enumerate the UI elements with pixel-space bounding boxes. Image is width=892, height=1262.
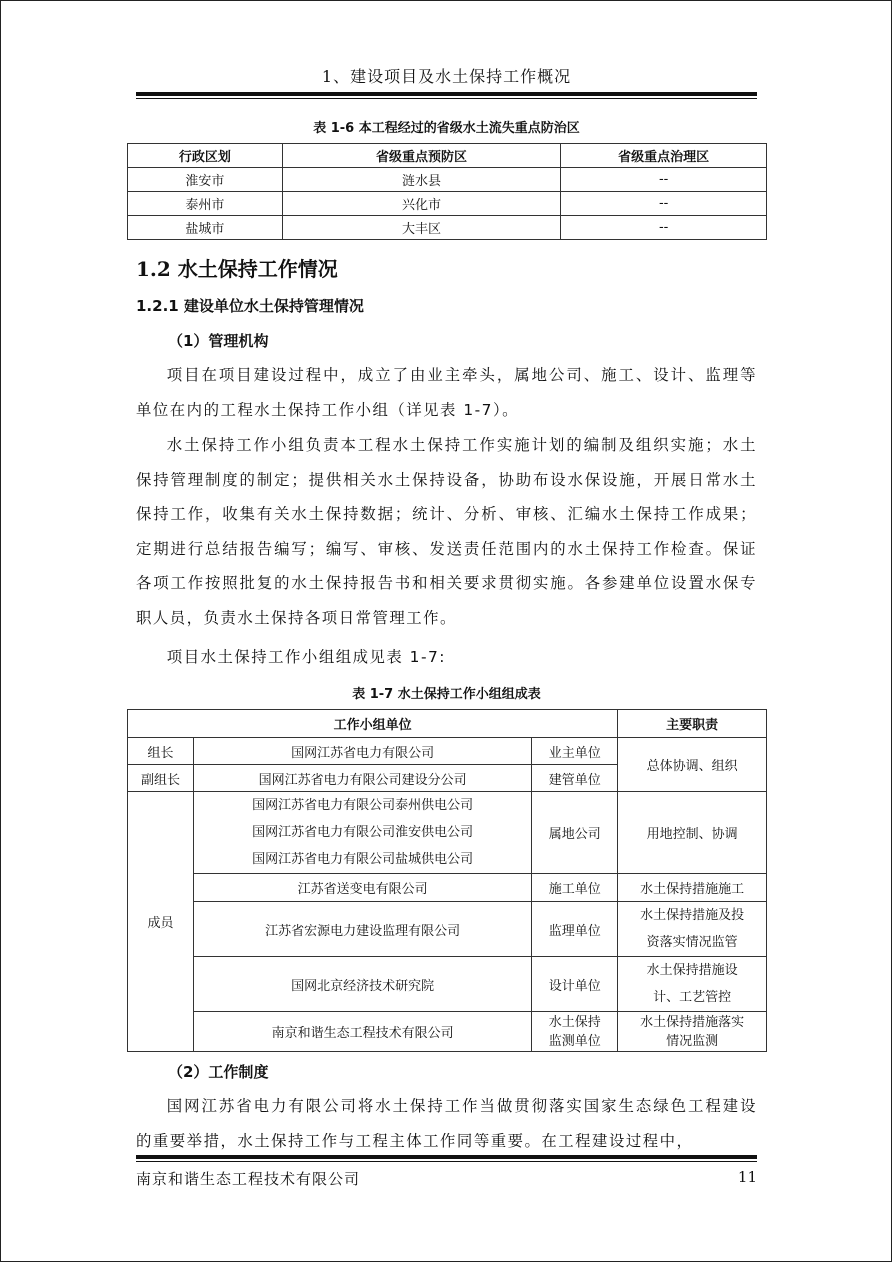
table-1-7 bbox=[127, 709, 767, 1052]
column-header: 省级重点预防区 bbox=[282, 144, 561, 168]
table-cell: 泰州市 bbox=[128, 192, 283, 216]
column-header: 行政区划 bbox=[128, 144, 283, 168]
paragraph: 项目水土保持工作小组组成见表 1-7: bbox=[166, 648, 446, 666]
table-1-7-caption: 表 1-7 水土保持工作小组组成表 bbox=[352, 687, 541, 702]
table-cell: 兴化市 bbox=[282, 192, 561, 216]
section-heading: 1.2 水土保持工作情况 bbox=[136, 257, 338, 281]
org-line: 国网江苏省电力有限公司泰州供电公司 bbox=[252, 798, 474, 813]
table-row bbox=[128, 902, 767, 957]
duty-line: 水土保持措施设 bbox=[646, 963, 738, 978]
table-cell: 淮安市 bbox=[128, 168, 283, 192]
table-cell: -- bbox=[561, 168, 767, 192]
table-row bbox=[128, 168, 767, 192]
table-header-row bbox=[128, 144, 767, 168]
type-cell: 属地公司 bbox=[532, 792, 618, 874]
org-cell: 国网江苏省电力有限公司建设分公司 bbox=[193, 765, 531, 792]
column-header: 工作小组单位 bbox=[128, 710, 618, 738]
duty-line: 计、工艺管控 bbox=[653, 990, 732, 1005]
org-cell: 江苏省送变电有限公司 bbox=[193, 874, 531, 902]
type-cell bbox=[532, 1012, 618, 1052]
org-line: 国网江苏省电力有限公司淮安供电公司 bbox=[252, 825, 474, 840]
role-cell: 副组长 bbox=[128, 765, 194, 792]
page-header: 1、建设项目及水土保持工作概况 bbox=[321, 67, 572, 86]
table-header-row bbox=[128, 710, 767, 738]
table-cell: -- bbox=[561, 192, 767, 216]
system-heading: （2）工作制度 bbox=[168, 1063, 269, 1081]
org-cell: 国网江苏省电力有限公司 bbox=[193, 738, 531, 765]
type-cell: 设计单位 bbox=[532, 957, 618, 1012]
table-row bbox=[128, 192, 767, 216]
table-row bbox=[128, 792, 767, 874]
paragraph: 国网江苏省电力有限公司将水土保持工作当做贯彻落实国家生态绿色工程建设的重要举措，水土保持工作与工程主体工作同等重要。在工程建设过程中， bbox=[136, 1097, 757, 1150]
org-cell: 国网北京经济技术研究院 bbox=[193, 957, 531, 1012]
paragraph: 项目在项目建设过程中，成立了由业主牵头，属地公司、施工、设计、监理等单位在内的工程水土保持工作小组（详见表 1-7）。 bbox=[136, 366, 757, 419]
org-line: 国网江苏省电力有限公司盐城供电公司 bbox=[252, 852, 474, 867]
table-1-6 bbox=[127, 143, 767, 240]
column-header: 省级重点治理区 bbox=[561, 144, 767, 168]
footer-rule-thin bbox=[136, 1161, 757, 1162]
type-cell: 建管单位 bbox=[532, 765, 618, 792]
header-rule-thin bbox=[136, 98, 757, 99]
duty-line: 水土保持措施及投 bbox=[640, 908, 745, 923]
type-cell: 监理单位 bbox=[532, 902, 618, 957]
table-cell: 盐城市 bbox=[128, 216, 283, 240]
header-rule bbox=[136, 92, 757, 96]
table-row bbox=[128, 1012, 767, 1052]
table-row bbox=[128, 957, 767, 1012]
duty-cell: 水土保持措施施工 bbox=[618, 874, 767, 902]
role-cell: 成员 bbox=[128, 792, 194, 1052]
duty-cell bbox=[618, 1012, 767, 1052]
duty-line: 资落实情况监管 bbox=[646, 935, 738, 950]
page-number: 11 bbox=[737, 1168, 757, 1186]
table-cell: -- bbox=[561, 216, 767, 240]
footer-company: 南京和谐生态工程技术有限公司 bbox=[136, 1170, 361, 1188]
table-cell: 大丰区 bbox=[282, 216, 561, 240]
table-1-6-caption: 表 1-6 本工程经过的省级水土流失重点防治区 bbox=[313, 121, 580, 136]
org-cell bbox=[193, 792, 531, 874]
table-row bbox=[128, 216, 767, 240]
type-cell: 业主单位 bbox=[532, 738, 618, 765]
paragraph: 水土保持工作小组负责本工程水土保持工作实施计划的编制及组织实施；水土保持管理制度的制定；提供相关水土保持设备，协助布设水保设施，开展日常水土保持工作，收集有关水土保持数据；统计、分析、审核、汇编水土保持工作成果；定期进行总结报告编写；编写、审核、发送责任范围内的水土保持工作检查。保证各项工作按照批复的水土保持报告书和相关要求贯彻实施。各参建单位设置水保专职人员，负责水土保持各项日常管理工作。 bbox=[136, 436, 757, 627]
type-cell: 施工单位 bbox=[532, 874, 618, 902]
org-heading: （1）管理机构 bbox=[168, 332, 269, 350]
role-cell: 组长 bbox=[128, 738, 194, 765]
duty-cell bbox=[618, 902, 767, 957]
type-line: 水土保持 bbox=[548, 1014, 601, 1030]
column-header: 主要职责 bbox=[618, 710, 767, 738]
table-row bbox=[128, 874, 767, 902]
footer-rule bbox=[136, 1155, 757, 1159]
duty-cell: 总体协调、组织 bbox=[618, 738, 767, 792]
subsection-heading: 1.2.1 建设单位水土保持管理情况 bbox=[136, 297, 364, 315]
duty-cell: 用地控制、协调 bbox=[618, 792, 767, 874]
table-cell: 涟水县 bbox=[282, 168, 561, 192]
type-line: 监测单位 bbox=[548, 1033, 601, 1049]
org-cell: 南京和谐生态工程技术有限公司 bbox=[193, 1012, 531, 1052]
duty-cell bbox=[618, 957, 767, 1012]
org-cell: 江苏省宏源电力建设监理有限公司 bbox=[193, 902, 531, 957]
duty-line: 水土保持措施落实 bbox=[640, 1014, 745, 1030]
table-row bbox=[128, 738, 767, 765]
duty-line: 情况监测 bbox=[666, 1033, 719, 1049]
